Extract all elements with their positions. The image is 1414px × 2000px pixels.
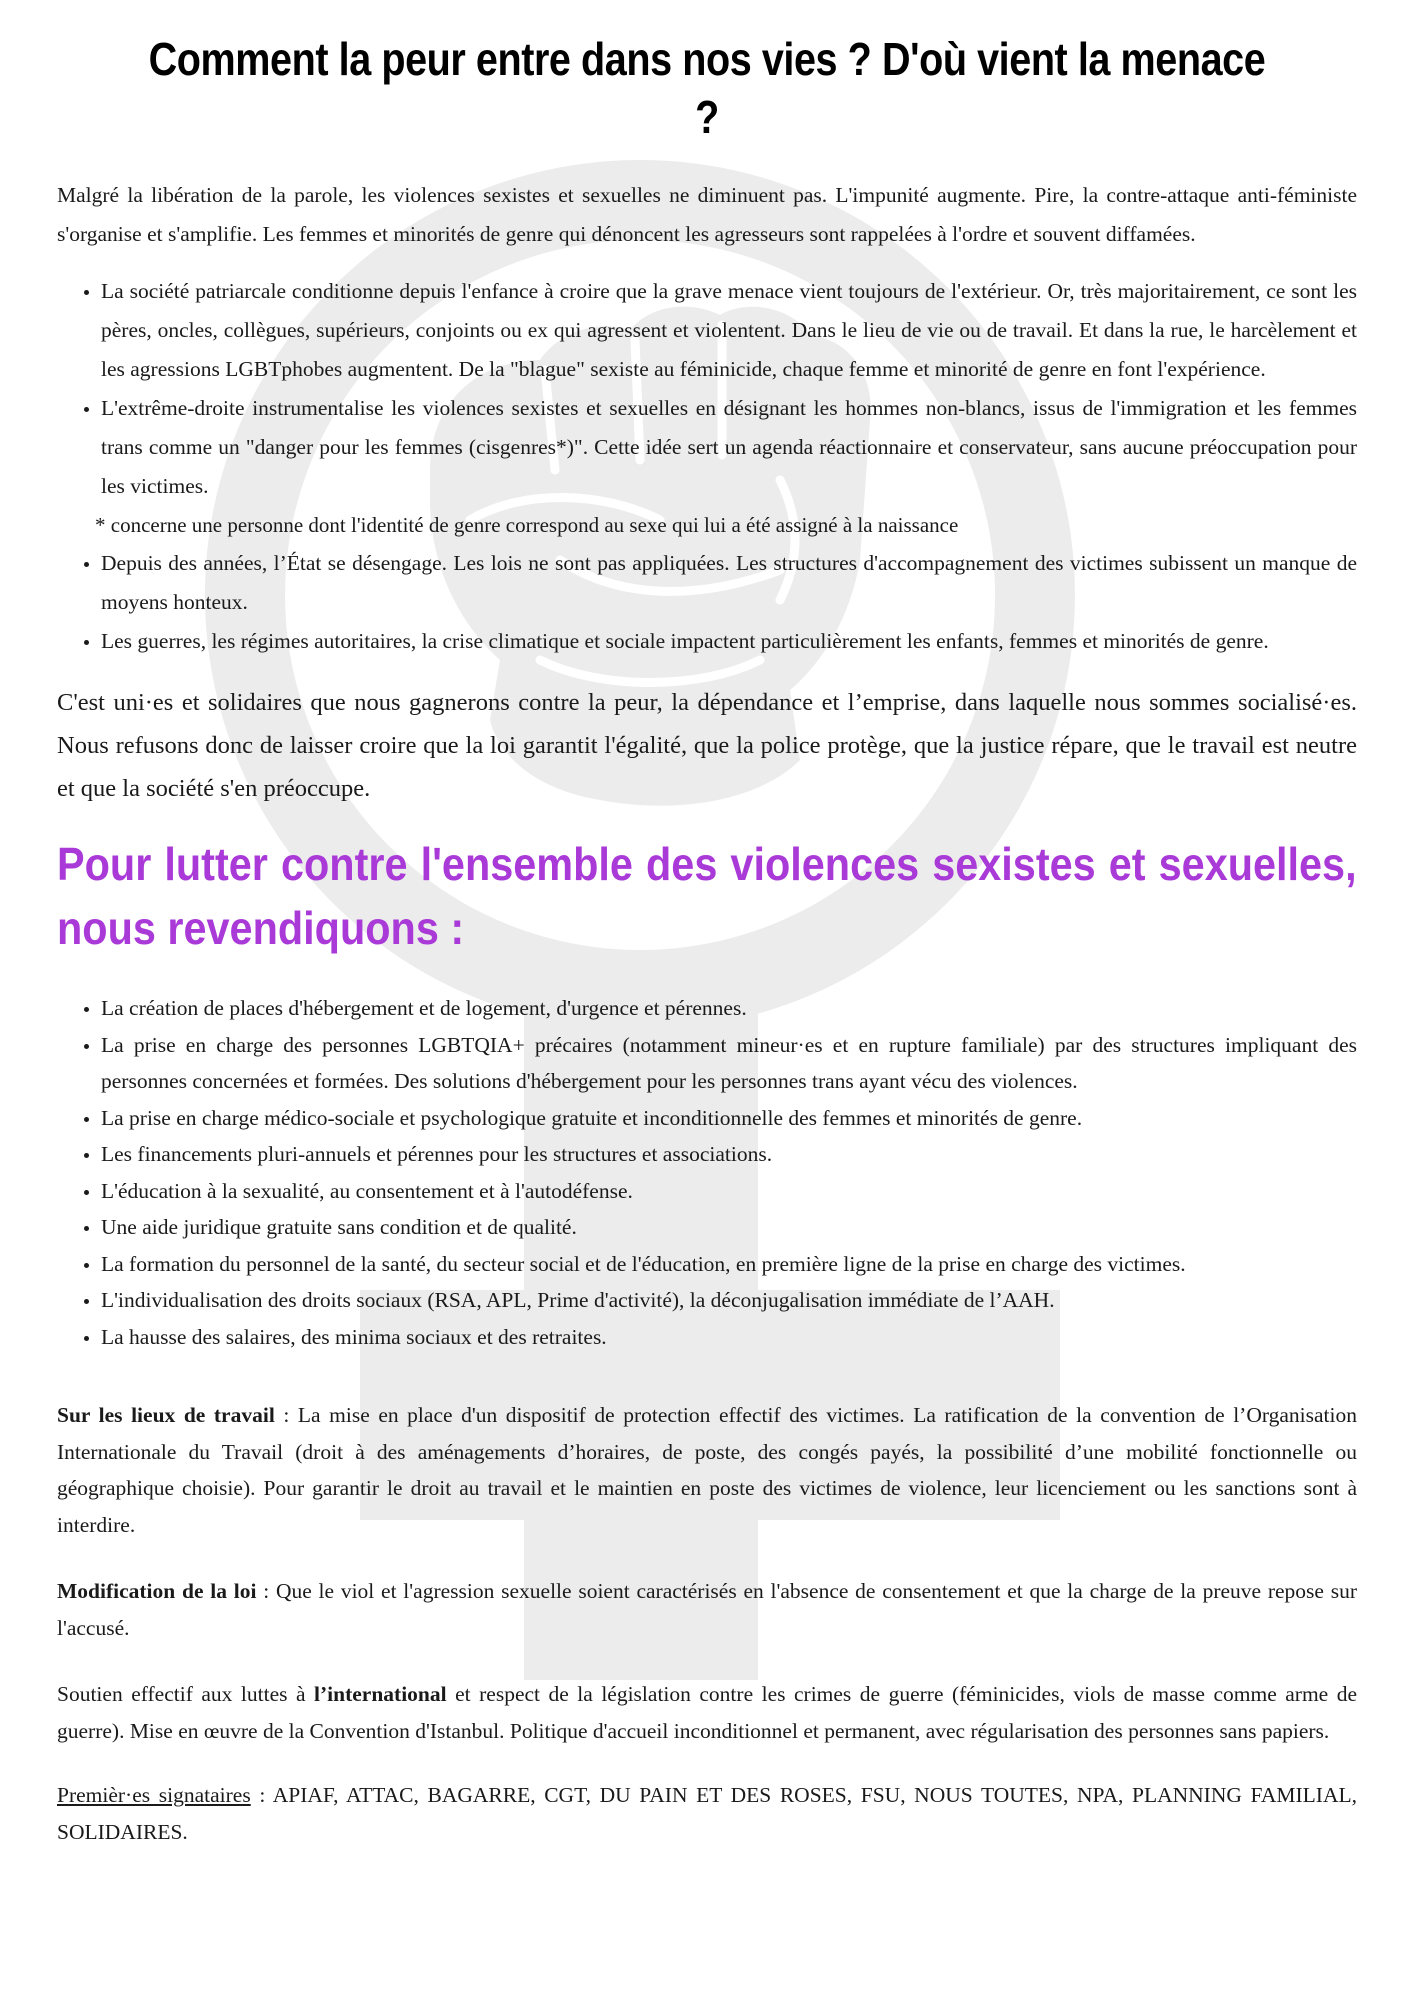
list-item: • Depuis des années, l’État se désengage. Les lois ne sont pas appliquées. Les structures d'accompagnement des victimes subissent un manque de moyens honteux.: [101, 544, 1357, 622]
international-text-before: Soutien effectif aux luttes à: [57, 1682, 315, 1706]
list-item: • La création de places d'hébergement et de logement, d'urgence et pérennes.: [101, 990, 1357, 1027]
law-paragraph: [57, 1573, 1357, 1646]
threats-list: [57, 272, 1357, 506]
footnote: * concerne une personne dont l'identité de genre correspond au sexe qui lui a été assigné à la naissance: [95, 513, 959, 537]
list-item: • La prise en charge des personnes LGBTQIA+ précaires (notamment mineur·es et en rupture familiale) par des structures impliquant des personnes concernées et formées. Des solutions d'hébergement pour les personnes trans ayant vécu des violences.: [101, 1027, 1357, 1100]
list-item: • L'extrême-droite instrumentalise les violences sexistes et sexuelles en désignant les hommes non-blancs, issus de l'immigration et les femmes trans comme un "danger pour les femmes (cisgenres*)". Cette idée sert un agenda réactionnaire et conservateur, sans aucune préoccupation pour les victimes.: [101, 389, 1357, 506]
list-item: • La hausse des salaires, des minima sociaux et des retraites.: [101, 1319, 1357, 1356]
demands-list: [57, 990, 1357, 1355]
list-item: • Les financements pluri-annuels et pérennes pour les structures et associations.: [101, 1136, 1357, 1173]
workplace-paragraph: [57, 1397, 1357, 1543]
signatories-label: Premièr·es signataires: [57, 1783, 251, 1807]
workplace-label: Sur les lieux de travail: [57, 1403, 275, 1427]
page-title: Comment la peur entre dans nos vies ? D'où vient la menace ?: [148, 33, 1266, 143]
list-item: • Les guerres, les régimes autoritaires, la crise climatique et sociale impactent particulièrement les enfants, femmes et minorités de genre.: [101, 622, 1357, 661]
demands-heading: Pour lutter contre l'ensemble des violences sexistes et sexuelles, nous revendiquons :: [57, 838, 1357, 954]
threats-list-continued: [57, 544, 1357, 661]
workplace-text: : La mise en place d'un dispositif de protection effectif des victimes. La ratification de la convention de l’Organisation Internationale du Travail (droit à des aménagements d’horaires, de poste, des congés payés, la possibilité d’une mobilité fonctionnelle ou géographique choisie). Pour garantir le droit au travail et le maintien en poste des victimes de violence, leur licenciement ou les sanctions sont à interdire.: [57, 1403, 1357, 1537]
international-paragraph: [57, 1676, 1357, 1749]
solidarity-paragraph: C'est uni·es et solidaires que nous gagnerons contre la peur, la dépendance et l’emprise, dans laquelle nous sommes socialisé·es. Nous refusons donc de laisser croire que la loi garantit l'égalité, que la police protège, que la justice répare, que le travail est neutre et que la société s'en préoccupe.: [57, 689, 1357, 802]
list-item: • La formation du personnel de la santé, du secteur social et de l'éducation, en première ligne de la prise en charge des victimes.: [101, 1246, 1357, 1283]
signatories-paragraph: [57, 1777, 1357, 1850]
law-text: : Que le viol et l'agression sexuelle soient caractérisés en l'absence de consentement et que la charge de la preuve repose sur l'accusé.: [57, 1579, 1357, 1640]
list-item: • La société patriarcale conditionne depuis l'enfance à croire que la grave menace vient toujours de l'extérieur. Or, très majoritairement, ce sont les pères, oncles, collègues, supérieurs, conjoints ou ex qui agressent et violentent. Dans le lieu de vie ou de travail. Et dans la rue, le harcèlement et les agressions LGBTphobes augmentent. De la "blague" sexiste au féminicide, chaque femme et minorité de genre en font l'expérience.: [101, 272, 1357, 389]
international-label: l’international: [314, 1682, 447, 1706]
list-item: • L'individualisation des droits sociaux (RSA, APL, Prime d'activité), la déconjugalisation immédiate de l’AAH.: [101, 1282, 1357, 1319]
signatories-text: : APIAF, ATTAC, BAGARRE, CGT, DU PAIN ET DES ROSES, FSU, NOUS TOUTES, NPA, PLANNING FAMILIAL, SOLIDAIRES.: [57, 1783, 1357, 1844]
law-label: Modification de la loi: [57, 1579, 257, 1603]
international-text-after: et respect de la législation contre les crimes de guerre (féminicides, viols de masse comme arme de guerre). Mise en œuvre de la Convention d'Istanbul. Politique d'accueil inconditionnel et permanent, avec régularisation des personnes sans papiers.: [57, 1682, 1358, 1743]
intro-paragraph: Malgré la libération de la parole, les violences sexistes et sexuelles ne diminuent pas. L'impunité augmente. Pire, la contre-attaque anti-féministe s'organise et s'amplifie. Les femmes et minorités de genre qui dénoncent les agresseurs sont rappelées à l'ordre et souvent diffamées.: [57, 183, 1357, 246]
list-item: • Une aide juridique gratuite sans condition et de qualité.: [101, 1209, 1357, 1246]
list-item: • La prise en charge médico-sociale et psychologique gratuite et inconditionnelle des femmes et minorités de genre.: [101, 1100, 1357, 1137]
list-item: • L'éducation à la sexualité, au consentement et à l'autodéfense.: [101, 1173, 1357, 1210]
